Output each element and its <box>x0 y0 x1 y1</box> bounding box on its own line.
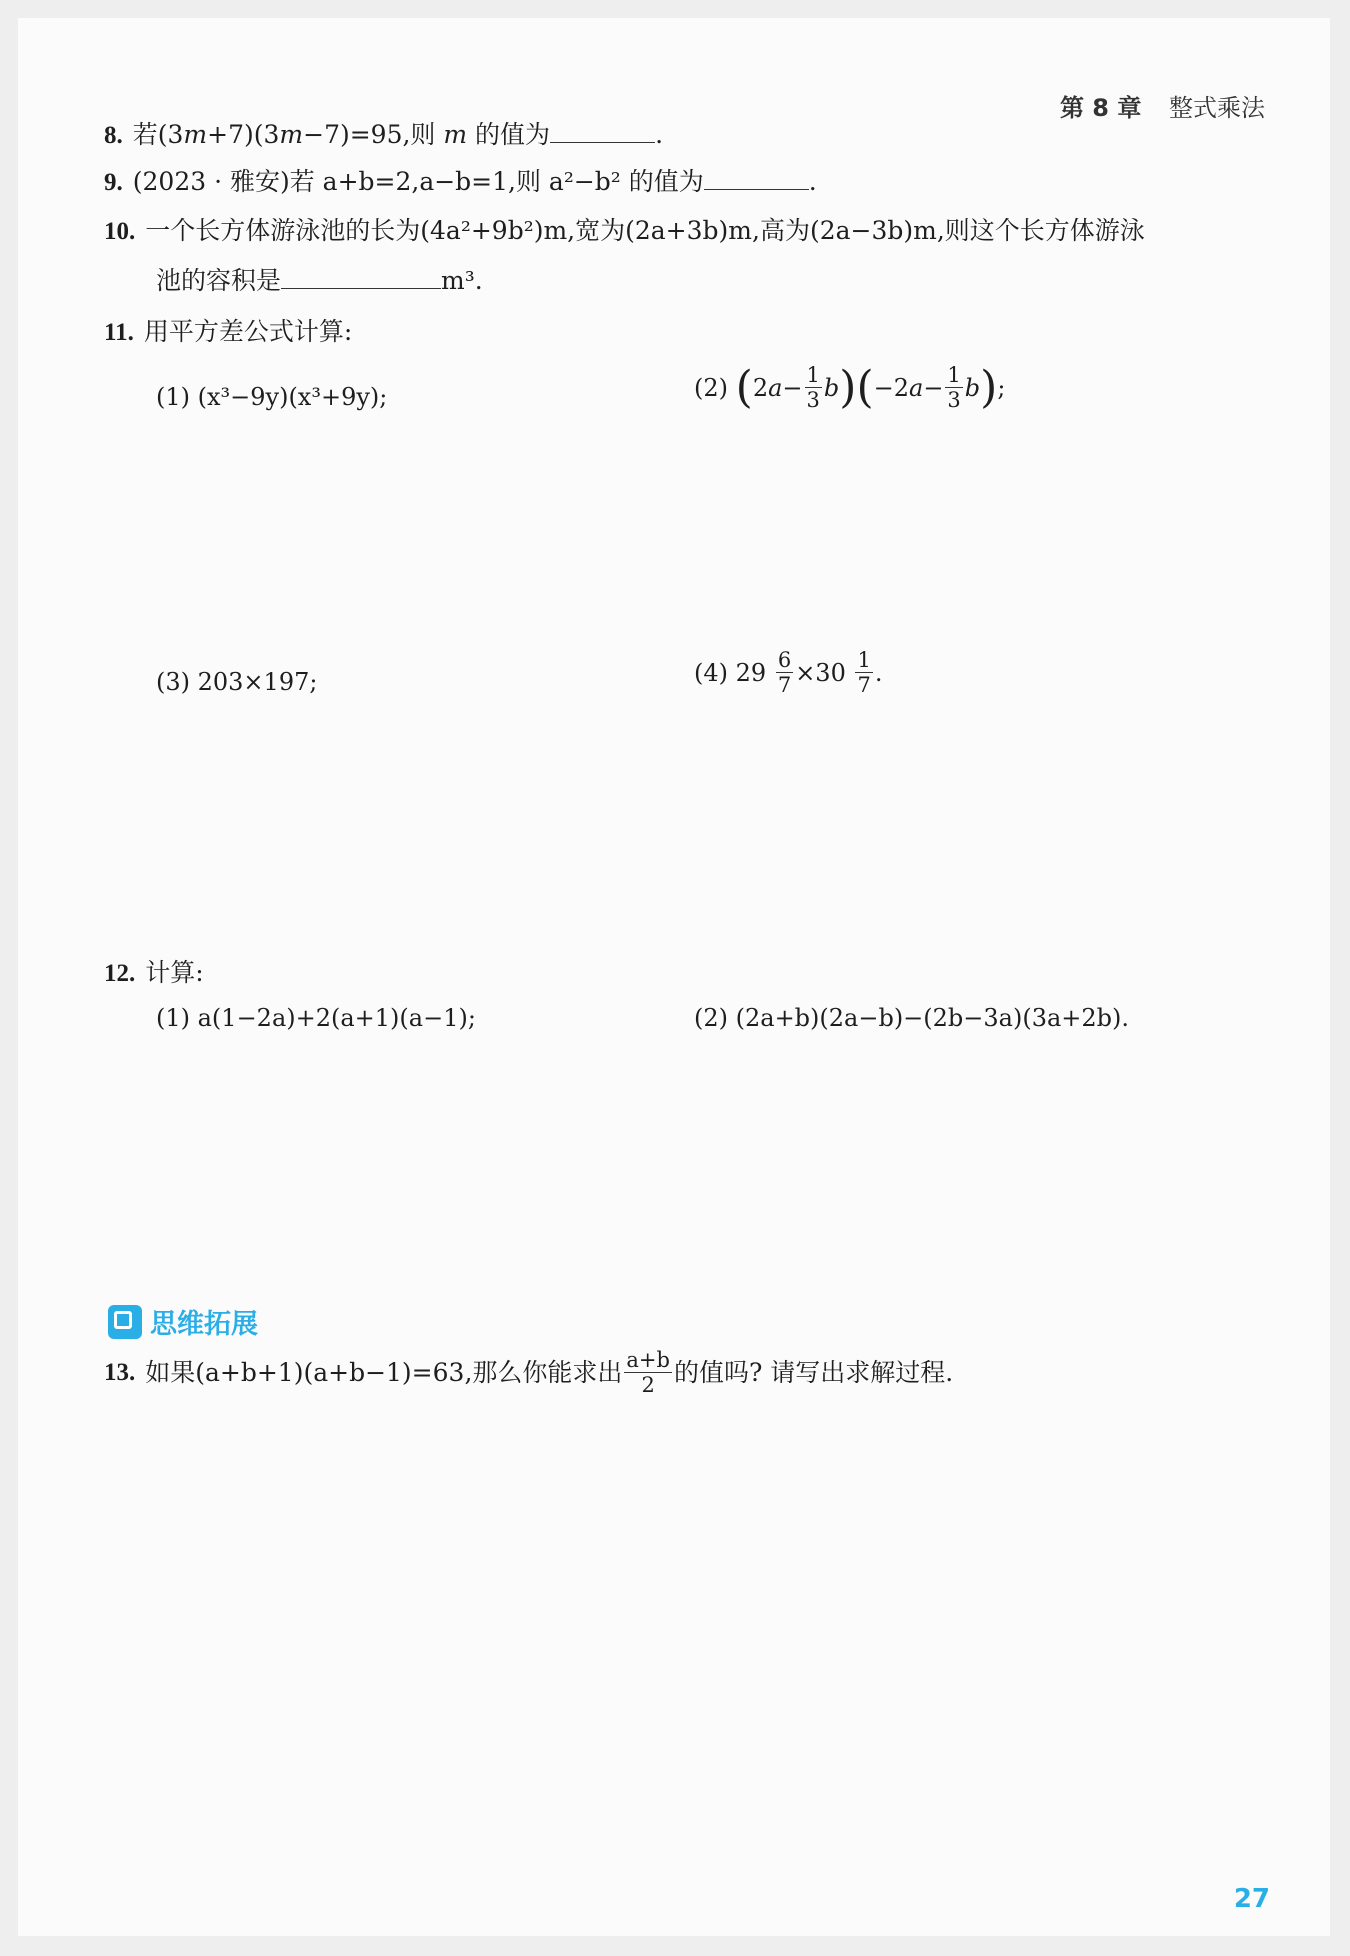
question-number: 11. <box>104 319 134 346</box>
question-number: 8. <box>104 122 123 149</box>
question-number: 10. <box>104 218 136 245</box>
question-10: 10. 一个长方体游泳池的长为(4a²+9b²)m,宽为(2a+3b)m,高为(2a−3b)m,则这个长方体游泳 <box>104 216 1145 245</box>
section-title: 思维拓展 <box>150 1309 258 1340</box>
chapter-header <box>1060 88 1265 123</box>
answer-blank[interactable] <box>550 118 655 143</box>
q11-part-4: (4) 29 $\frac{6}{7}$ ×30 $\frac{1}{7}$ . <box>694 648 883 697</box>
q11-part-1: (1) (x³−9y)(x³+9y); <box>156 383 388 411</box>
section-heading <box>108 1302 258 1341</box>
question-10-line-2: 池的容积是 m³. <box>156 266 483 295</box>
page-number: 27 <box>1233 1884 1270 1914</box>
question-number: 12. <box>104 960 136 987</box>
q12-part-2: (2) (2a+b)(2a−b)−(2b−3a)(3a+2b). <box>694 1004 1130 1032</box>
question-13: 13. 如果(a+b+1)(a+b−1)=63,那么你能求出 $\frac{a+b}{2}$ 的值吗? 请写出求解过程. <box>104 1348 954 1397</box>
q11-part-3: (3) 203×197; <box>156 668 318 696</box>
q12-part-1: (1) a(1−2a)+2(a+1)(a−1); <box>156 1004 476 1032</box>
answer-blank[interactable] <box>281 264 441 289</box>
chapter-title: 整式乘法 <box>1169 94 1265 122</box>
question-number: 9. <box>104 169 123 196</box>
answer-blank[interactable] <box>704 165 809 190</box>
question-11: 11. 用平方差公式计算: <box>104 317 353 346</box>
question-12: 12. 计算: <box>104 958 204 987</box>
q11-part-2: (2) ( 2 a − $\frac{1}{3}$ b ) ( −2 a − $\frac{1}{3}$ b ) ; <box>694 361 1006 413</box>
question-8: 8. 若(3m+7)(3m−7)=95,则 m 的值为 . <box>104 120 664 149</box>
chapter-number: 第 8 章 <box>1059 94 1142 122</box>
question-number: 13. <box>104 1358 136 1386</box>
edit-icon <box>108 1305 142 1339</box>
question-9: 9. (2023 · 雅安)若 a+b=2,a−b=1,则 a²−b² 的值为 . <box>104 167 817 196</box>
page <box>18 18 1330 1936</box>
